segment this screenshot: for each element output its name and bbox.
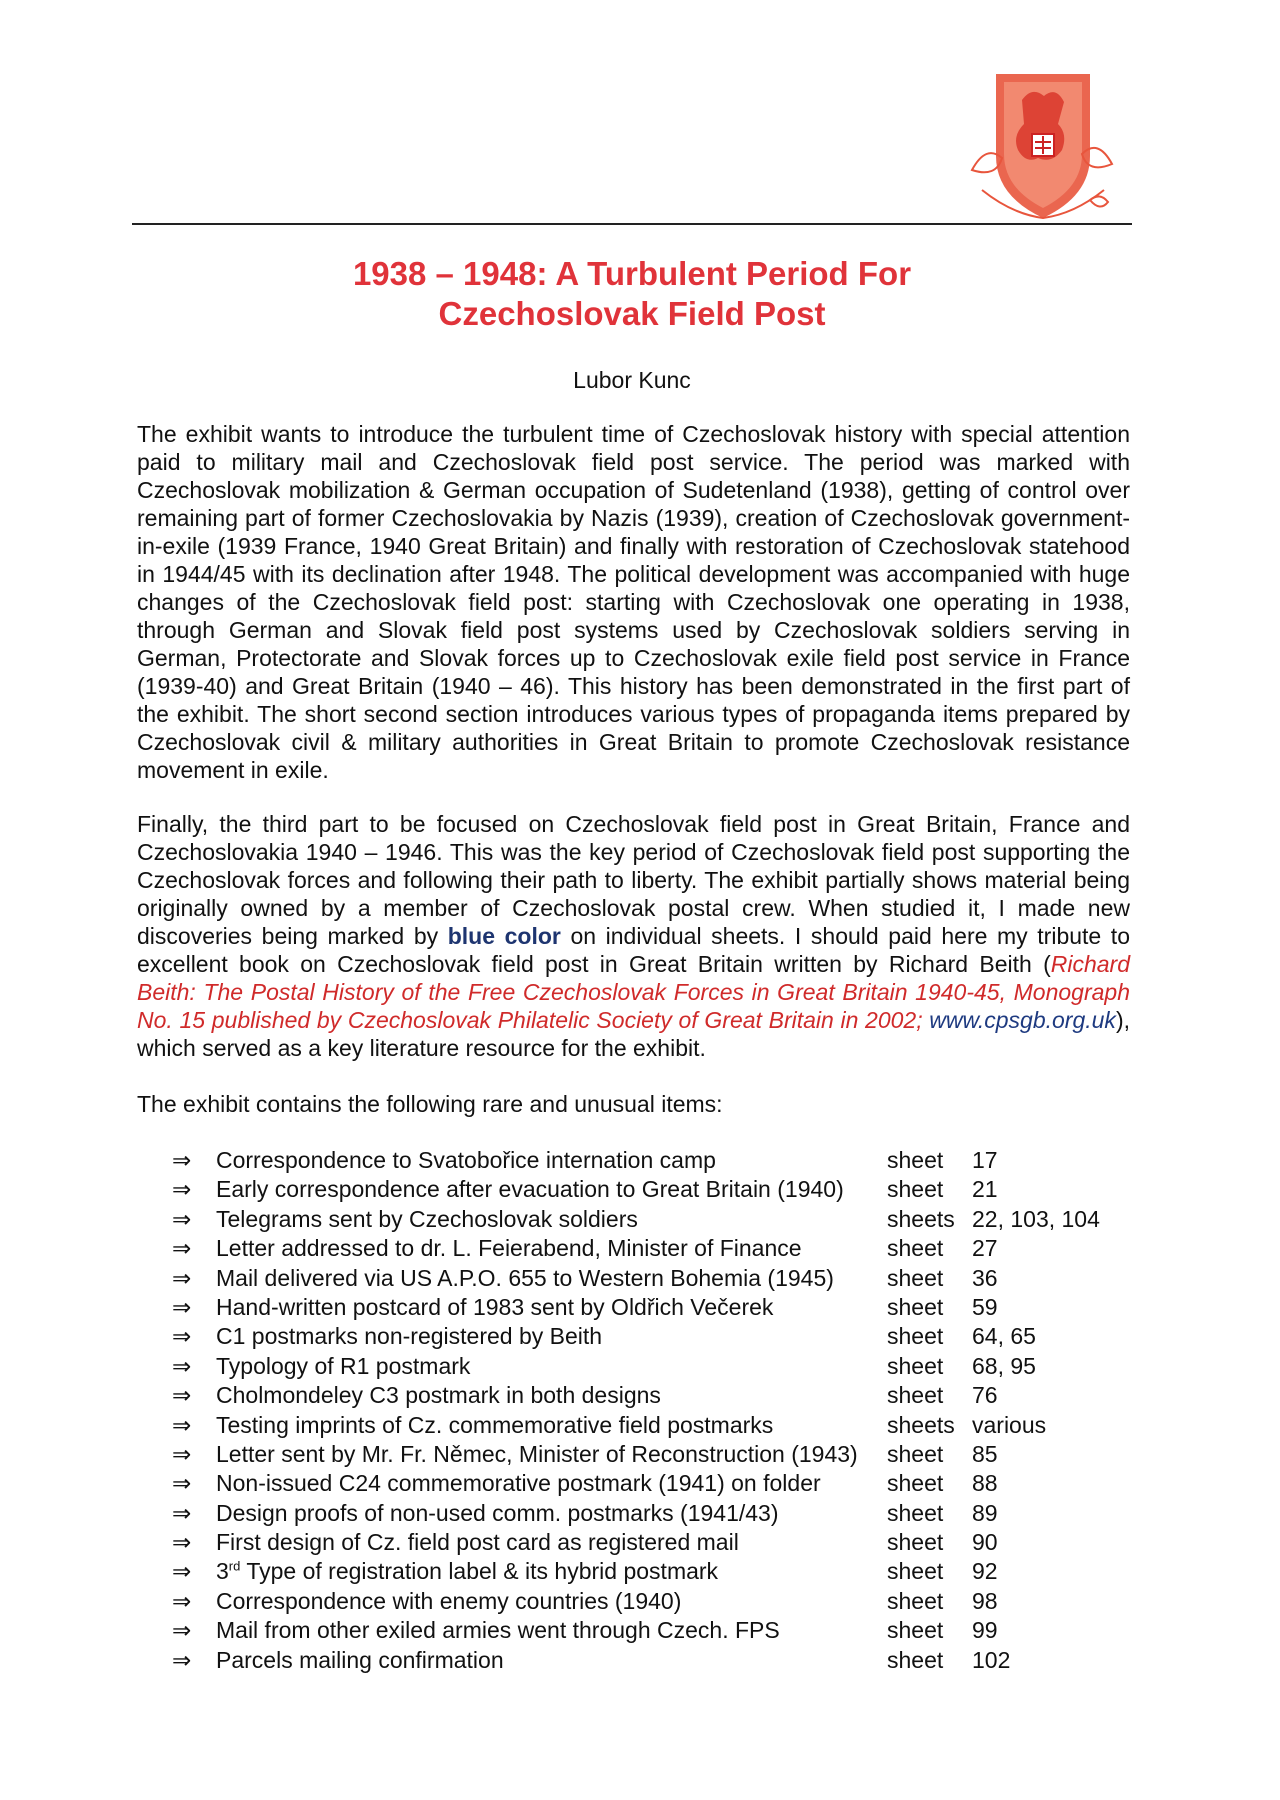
list-item xyxy=(172,1352,1132,1381)
list-item xyxy=(172,1440,1132,1469)
sheet-label: sheet xyxy=(887,1235,944,1262)
arrow-icon: ⇒ xyxy=(172,1147,192,1173)
arrow-icon: ⇒ xyxy=(172,1499,192,1526)
list-intro: The exhibit contains the following rare and unusual items: xyxy=(137,1091,723,1117)
arrow-icon: ⇒ xyxy=(172,1470,192,1497)
item-description: Mail delivered via US A.P.O. 655 to Western Bohemia (1945) xyxy=(216,1264,834,1291)
item-description: First design of Cz. field post card as registered mail xyxy=(216,1529,739,1556)
literature-citation: Richard Beith: The Postal History of the Free Czechoslovak Forces in Great Britain 1940-45, Monograph No. 15 published by Czechoslovak Philatelic Society of Great Britain in 2002; xyxy=(137,951,1130,1033)
paragraph-text: on individual sheets. I should paid here my tribute to excellent book on Czechoslovak field post in Great Britain written by Richard Beith ( xyxy=(137,923,1130,977)
website-link[interactable]: www.cpsgb.org.uk xyxy=(929,1007,1116,1033)
arrow-icon: ⇒ xyxy=(172,1646,192,1673)
sheet-label: sheet xyxy=(887,1646,944,1673)
sheet-label: sheet xyxy=(887,1176,944,1203)
sheet-label: sheet xyxy=(887,1558,944,1585)
sheet-label: sheet xyxy=(887,1617,944,1644)
list-item xyxy=(172,1175,1132,1204)
sheet-number: 27 xyxy=(972,1235,998,1262)
sheet-number: 88 xyxy=(972,1470,998,1497)
sheet-label: sheet xyxy=(887,1382,944,1409)
item-description-text: Type of registration label & its hybrid postmark xyxy=(240,1558,719,1585)
sheet-label: sheet xyxy=(887,1470,944,1497)
third-part-paragraph xyxy=(137,810,1130,1062)
arrow-icon: ⇒ xyxy=(172,1440,192,1467)
sheet-number: 92 xyxy=(972,1558,998,1585)
sheet-number: 68, 95 xyxy=(972,1352,1036,1379)
sheet-number: 102 xyxy=(972,1646,1011,1673)
item-description: Letter addressed to dr. L. Feierabend, Minister of Finance xyxy=(216,1235,802,1262)
sheet-number: 99 xyxy=(972,1617,998,1644)
arrow-icon: ⇒ xyxy=(172,1205,192,1232)
sheet-number: 22, 103, 104 xyxy=(972,1205,1100,1232)
intro-paragraph: The exhibit wants to introduce the turbulent time of Czechoslovak history with special attention paid to military mail and Czechoslovak field post service. The period was marked with Czechoslovak mobilization & German occupation of Sudetenland (1938), getting of control over remaining part of former Czechoslovakia by Nazis (1939), creation of Czechoslovak government-in-exile (1939 France, 1940 Great Britain) and finally with restoration of Czechoslovak statehood in 1944/45 with its declination after 1948. The political development was accompanied with huge changes of the Czechoslovak field post: starting with Czechoslovak one operating in 1938, through German and Slovak field post systems used by Czechoslovak soldiers serving in German, Protectorate and Slovak forces up to Czechoslovak exile field post service in France (1939-40) and Great Britain (1940 – 46). This history has been demonstrated in the first part of the exhibit. The short second section introduces various types of propaganda items prepared by Czechoslovak civil & military authorities in Great Britain to promote Czechoslovak resistance movement in exile. xyxy=(137,421,1130,783)
arrow-icon: ⇒ xyxy=(172,1264,192,1291)
sheet-number: various xyxy=(972,1411,1047,1438)
item-description: C1 postmarks non-registered by Beith xyxy=(216,1323,603,1350)
arrow-icon: ⇒ xyxy=(172,1323,192,1350)
sheet-label: sheet xyxy=(887,1293,944,1320)
ordinal-suffix: rd xyxy=(228,1558,241,1574)
sheet-label: sheets xyxy=(887,1411,955,1438)
item-description: Correspondence with enemy countries (1940) xyxy=(216,1587,682,1614)
arrow-icon: ⇒ xyxy=(172,1235,192,1262)
sheet-label: sheets xyxy=(887,1205,955,1232)
item-description: Early correspondence after evacuation to Great Britain (1940) xyxy=(216,1176,844,1203)
sheet-label: sheet xyxy=(887,1264,944,1291)
ordinal-number: 3 xyxy=(216,1558,229,1585)
header-divider xyxy=(132,223,1132,225)
arrow-icon: ⇒ xyxy=(172,1176,192,1203)
list-item xyxy=(172,1528,1132,1557)
blue-color-highlight: blue color xyxy=(447,923,561,949)
sheet-number: 36 xyxy=(972,1264,998,1291)
list-item xyxy=(172,1499,1132,1528)
arrow-icon: ⇒ xyxy=(172,1529,192,1556)
list-item xyxy=(172,1146,1132,1175)
sheet-label: sheet xyxy=(887,1587,944,1614)
list-item xyxy=(172,1646,1132,1675)
arrow-icon: ⇒ xyxy=(172,1293,192,1320)
sheet-number: 89 xyxy=(972,1499,998,1526)
paragraph-text: Finally, the third part to be focused on Czechoslovak field post in Great Britain, France and Czechoslovakia 1940 – 1946. This was the key period of Czechoslovak field post supporting the Czechoslovak forces and following their path to liberty. The exhibit partially shows material being originally owned by a member of Czechoslovak postal crew. When studied it, I made new discoveries being marked by xyxy=(137,811,1130,949)
paragraph-text: ), which served as a key literature resource for the exhibit. xyxy=(137,1007,1130,1061)
item-description: Hand-written postcard of 1983 sent by Oldřich Večerek xyxy=(216,1293,774,1320)
sheet-number: 59 xyxy=(972,1293,998,1320)
sheet-number: 76 xyxy=(972,1382,998,1409)
arrow-icon: ⇒ xyxy=(172,1352,192,1379)
arrow-icon: ⇒ xyxy=(172,1558,192,1585)
list-item xyxy=(172,1587,1132,1616)
author-name: Lubor Kunc xyxy=(573,367,691,393)
sheet-label: sheet xyxy=(887,1352,944,1379)
sheet-label: sheet xyxy=(887,1529,944,1556)
title-line-1: 1938 – 1948: A Turbulent Period For xyxy=(352,255,912,292)
list-item xyxy=(172,1264,1132,1293)
sheet-number: 98 xyxy=(972,1587,998,1614)
list-item xyxy=(172,1411,1132,1440)
sheet-number: 17 xyxy=(972,1147,998,1173)
arrow-icon: ⇒ xyxy=(172,1617,192,1644)
sheet-label: sheet xyxy=(887,1440,944,1467)
list-item xyxy=(172,1616,1132,1645)
item-description: Telegrams sent by Czechoslovak soldiers xyxy=(216,1205,638,1232)
item-description: Parcels mailing confirmation xyxy=(216,1646,504,1673)
sheet-label: sheet xyxy=(887,1147,944,1173)
sheet-number: 64, 65 xyxy=(972,1323,1036,1350)
rare-items-list xyxy=(172,1146,1132,1675)
list-item xyxy=(172,1381,1132,1410)
sheet-number: 21 xyxy=(972,1176,998,1203)
sheet-label: sheet xyxy=(887,1323,944,1350)
list-item xyxy=(172,1293,1132,1322)
sheet-number: 85 xyxy=(972,1440,998,1467)
sheet-label: sheet xyxy=(887,1499,944,1526)
item-description: Non-issued C24 commemorative postmark (1941) on folder xyxy=(216,1470,821,1497)
arrow-icon: ⇒ xyxy=(172,1382,192,1409)
item-description: Letter sent by Mr. Fr. Němec, Minister of Reconstruction (1943) xyxy=(216,1440,858,1467)
sheet-number: 90 xyxy=(972,1529,998,1556)
list-item xyxy=(172,1234,1132,1263)
list-item xyxy=(172,1205,1132,1234)
list-item xyxy=(172,1322,1132,1351)
item-description: Cholmondeley C3 postmark in both designs xyxy=(216,1382,661,1409)
arrow-icon: ⇒ xyxy=(172,1587,192,1614)
page-title xyxy=(132,254,1132,334)
title-line-2: Czechoslovak Field Post xyxy=(438,295,826,332)
list-item xyxy=(172,1469,1132,1498)
list-item xyxy=(172,1557,1132,1586)
item-description: Typology of R1 postmark xyxy=(216,1352,471,1379)
czechoslovak-coat-of-arms-stamp-icon xyxy=(952,60,1134,228)
item-description: Testing imprints of Cz. commemorative field postmarks xyxy=(216,1411,774,1438)
item-description: Design proofs of non-used comm. postmarks (1941/43) xyxy=(216,1499,779,1526)
item-description: Mail from other exiled armies went through Czech. FPS xyxy=(216,1617,780,1644)
item-description xyxy=(216,1557,718,1586)
arrow-icon: ⇒ xyxy=(172,1411,192,1438)
item-description: Correspondence to Svatobořice internation camp xyxy=(216,1147,716,1173)
